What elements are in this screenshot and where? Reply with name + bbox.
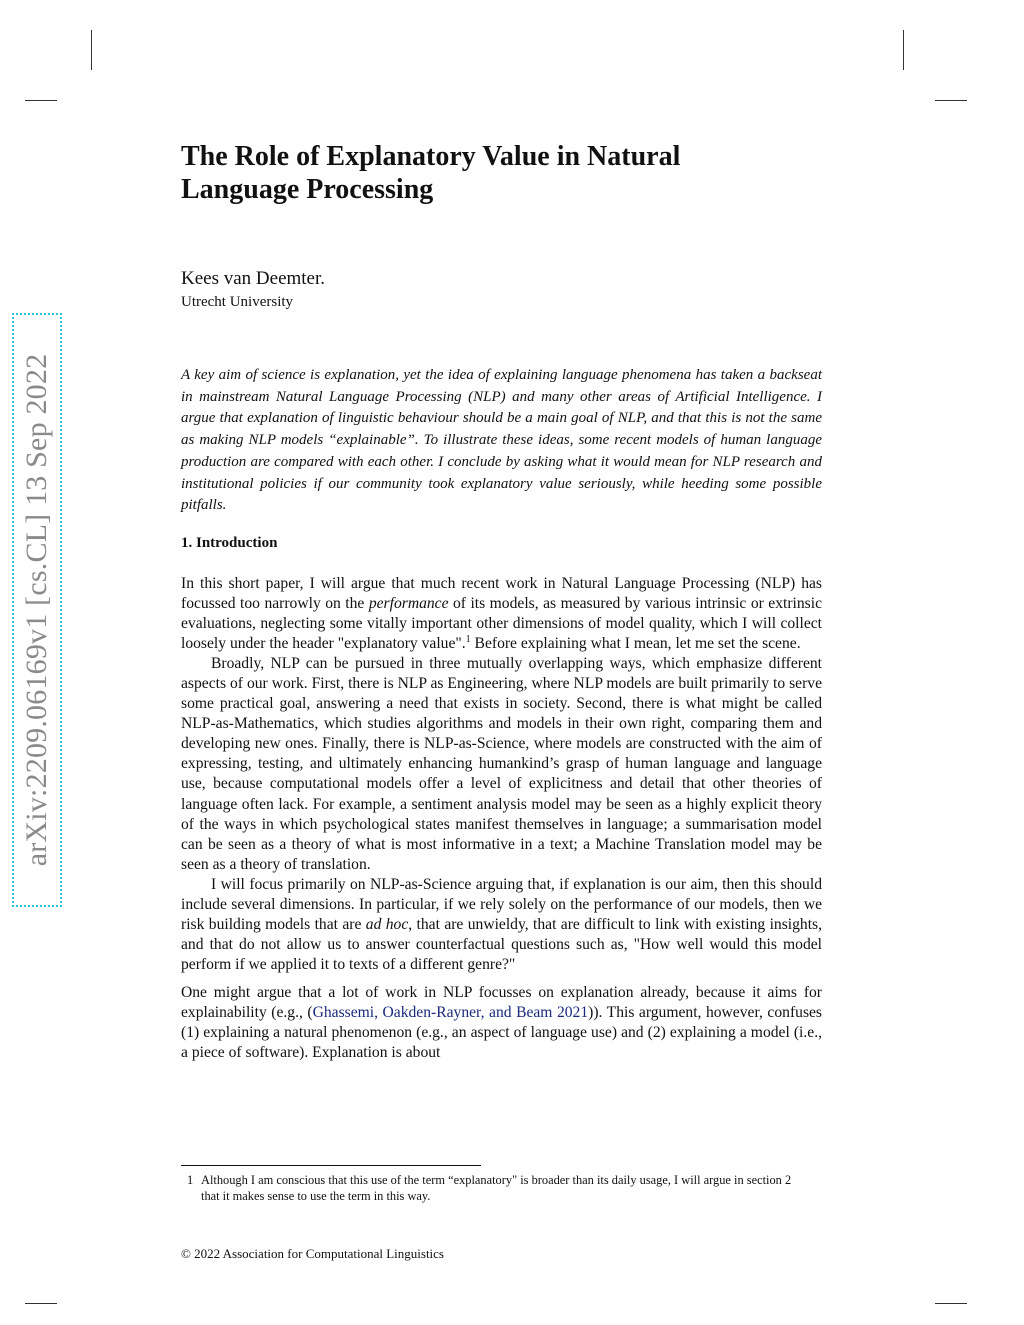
p4-text-b: )). This argument, however, confuses (1) explaining a natural phenomenon (e.g., an aspect of language use) and (2) explaining a model (i.e., a piece of software). Explanation is about — [181, 1003, 822, 1062]
paragraph-4 — [181, 983, 822, 1063]
p3-emphasis: ad hoc — [365, 915, 409, 933]
p1-text-b: of its models, as measured by various intrinsic or extrinsic evaluations, neglecting some vitally important other dimensions of model quality, which I will collect loosely under the header "explanatory value". — [181, 595, 822, 653]
p3-text-a: I will focus primarily on NLP-as-Science arguing that, if explanation is our aim, then this should include several dimensions. In particular, if we rely solely on the performance of our models, then we risk building models that are — [181, 875, 822, 933]
body-text — [181, 574, 822, 1063]
section-heading-introduction: 1. Introduction — [181, 535, 278, 551]
crop-mark-left-bottom — [25, 1303, 57, 1304]
crop-mark-right-bottom — [935, 1303, 967, 1304]
footnote-rule — [181, 1165, 481, 1166]
paragraph-2: Broadly, NLP can be pursued in three mutually overlapping ways, which emphasize different aspects of our work. First, there is NLP as Engineering, where NLP models are built primarily to serve some practical goal, answering a need that exists in society. Second, there is what might be called NLP-as-Mathematics, which studies algorithms and models in their own right, comparing them and developing new ones. Finally, there is NLP-as-Science, where models are constructed with the aim of expressing, testing, and ultimately enhancing humankind’s grasp of human language and language use, because computational models offer a level of explicitness and detail that other theories of language often lack. For example, a sentiment analysis model may be seen as a highly explicit theory of the ways in which psychological states manifest themselves in language; a summarisation model can be seen as a theory of what is most informative in a text; a Machine Translation model may be seen as a theory of translation. — [181, 655, 822, 873]
abstract: A key aim of science is explanation, yet the idea of explaining language phenomena has taken a backseat in mainstream Natural Language Processing (NLP) and many other areas of Artificial Intelligence. I argue that explanation of linguistic behaviour should be a main goal of NLP, and that this is not the same as making NLP models “explainable”. To illustrate these ideas, some recent models of human language production are compared with each other. I conclude by asking what it would mean for NLP research and institutional policies if our community took explanatory value seriously, while heeding some possible pitfalls. — [181, 367, 822, 514]
paragraph-1 — [181, 574, 822, 654]
author-affiliation: Utrecht University — [181, 294, 294, 310]
crop-mark-top-left — [91, 30, 92, 70]
paragraph-3 — [181, 875, 822, 975]
arxiv-stamp[interactable]: arXiv:2209.06169v1 [cs.CL] 13 Sep 2022 — [14, 315, 60, 905]
paper-title: The Role of Explanatory Value in Natural Language Processing — [181, 141, 681, 205]
p4-text-a: One might argue that a lot of work in NLP focusses on explanation already, because it aims for explainability (e.g., ( — [181, 983, 822, 1021]
crop-mark-right-top — [935, 100, 967, 101]
footnote-number: 1 — [187, 1173, 194, 1187]
footnote-text: Although I am conscious that this use of the term “explanatory" is broader than its daily usage, I will argue in section 2 that it makes sense to use the term in this way. — [201, 1173, 792, 1203]
p1-text-a: In this short paper, I will argue that much recent work in Natural Language Processing (NLP) has focussed too narrowly on the — [181, 575, 822, 613]
p1-text-c: Before explaining what I mean, let me set the scene. — [470, 635, 801, 653]
crop-mark-left-top — [25, 100, 57, 101]
footnote-1 — [181, 1172, 801, 1204]
citation-link[interactable]: Ghassemi, Oakden-Rayner, and Beam 2021 — [312, 1003, 589, 1021]
crop-mark-top-right — [903, 30, 904, 70]
p1-emphasis: performance — [368, 595, 449, 613]
copyright-notice: © 2022 Association for Computational Linguistics — [181, 1246, 444, 1261]
author-name: Kees van Deemter. — [181, 268, 326, 289]
footnote-ref-1[interactable]: 1 — [465, 633, 471, 645]
p3-text-b: , that are unwieldy, that are difficult to link with existing insights, and that do not allow us to answer counterfactual questions such as, "How well would this model perform if we applied it to texts of a different genre?" — [181, 915, 823, 973]
